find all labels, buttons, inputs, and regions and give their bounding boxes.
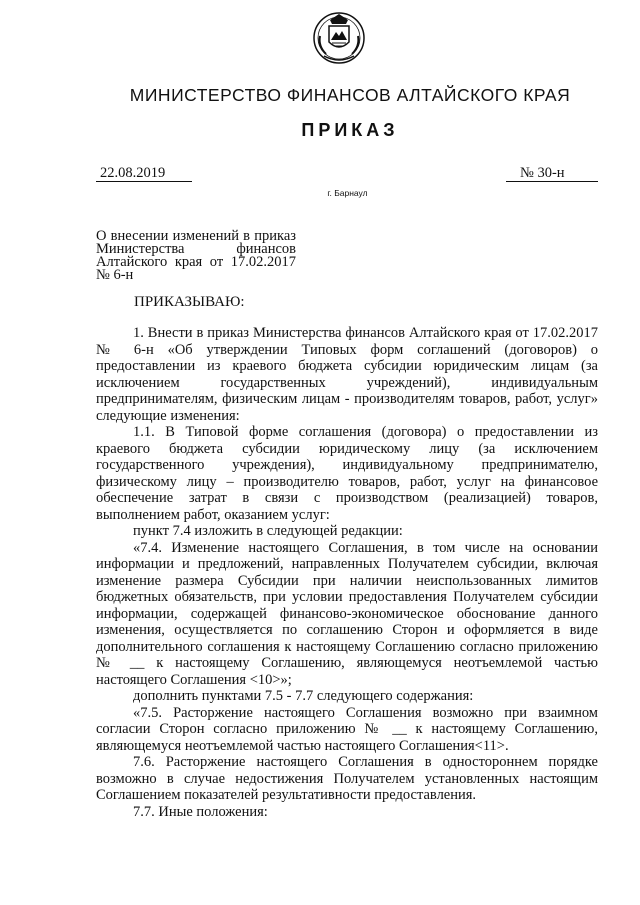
paragraph: «7.5. Расторжение настоящего Соглашения возможно при взаимном согласии Сторон согласно приложению № __ к настоящему Соглашению, являющемуся неотъемлемой частью настоящего Соглашения<11>.	[96, 704, 598, 754]
paragraph: 1.1. В Типовой форме соглашения (договора) о предоставлении из краевого бюджета субсидии юридическому лицу (за исключением государственного учреждения), индивидуальному предпринимателю, физическому лицу – производителю товаров, работ, услуг на финансовое обеспечение затрат в связи с производством (реализацией) товаров, выполнением работ, оказанием услуг:	[96, 424, 598, 523]
document-type: ПРИКАЗ	[301, 120, 399, 140]
document-city: г. Барнаул	[327, 188, 368, 198]
paragraph: 7.6. Расторжение настоящего Соглашения в одностороннем порядке возможно в случае недостижения Получателем установленных настоящим Соглашением показателей результативности предоставления.	[96, 754, 598, 803]
document-body	[96, 325, 598, 820]
document-number: № 30-н	[506, 165, 598, 182]
coat-of-arms-icon	[312, 10, 366, 66]
paragraph: дополнить пунктами 7.5 - 7.7 следующего содержания:	[133, 688, 474, 704]
order-heading: ПРИКАЗЫВАЮ:	[134, 294, 245, 310]
document-date: 22.08.2019	[96, 165, 192, 182]
paragraph: 7.7. Иные положения:	[133, 803, 268, 820]
paragraph: пункт 7.4 изложить в следующей редакции:	[133, 523, 403, 539]
document-subject: О внесении изменений в приказ Министерства финансов Алтайского края от 17.02.2017 № 6-н	[96, 228, 296, 283]
paragraph: «7.4. Изменение настоящего Соглашения, в том числе на основании информации и предложений, направленных Получателем субсидии, включая изменение размера Субсидии при наличии неиспользованных лимитов бюджетных обязательств, при условии предоставления Получателем субсидии информации, содержащей финансово-экономическое обоснование данного изменения, осуществляется по соглашению Сторон и оформляется в виде дополнительного соглашения к настоящему Соглашению согласно приложению № __ к настоящему Соглашению, являющемуся неотъемлемой частью настоящего Соглашения <10>»;	[96, 539, 598, 688]
ministry-name: МИНИСТЕРСТВО ФИНАНСОВ АЛТАЙСКОГО КРАЯ	[129, 85, 571, 105]
paragraph: 1. Внести в приказ Министерства финансов Алтайского края от 17.02.2017 № 6-н «Об утверждении Типовых форм соглашений (договоров) о предоставлении из краевого бюджета субсидии юридическим лицам (за исключением государственных учреждений), индивидуальным предпринимателям, физическим лицам - производителям товаров, работ, услуг» следующие изменения:	[96, 325, 598, 424]
